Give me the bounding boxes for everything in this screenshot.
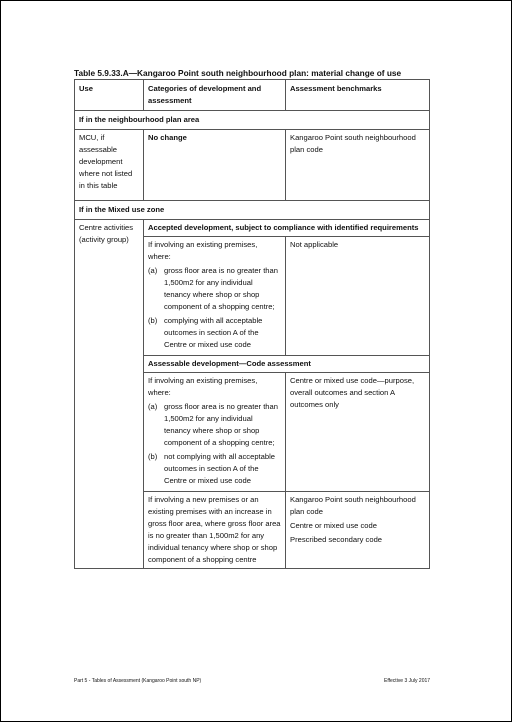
code-intro: If involving an existing premises, where: bbox=[148, 376, 258, 397]
category-cell-no-change: No change bbox=[144, 130, 286, 201]
item-label: (a) bbox=[148, 402, 158, 411]
list-item bbox=[148, 265, 281, 313]
code-benchmark-cell: Centre or mixed use code—purpose, overall outcomes and section A outcomes only bbox=[286, 373, 430, 492]
item-text: gross floor area is no greater than 1,500m2 for any individual tenancy where shop or shop component of a shopping centre; bbox=[164, 266, 278, 311]
new-premises-cell: If involving a new premises or an existing premises with an increase in gross floor area, where gross floor area is no greater than 1,500m2 for any individual tenancy where shop or shop component of a shopping centre bbox=[144, 492, 286, 569]
footer-part-label: Part 5 - Tables of Assessment (Kangaroo Point south NP) bbox=[74, 678, 202, 684]
footer-effective-date: Effective 3 July 2017 bbox=[384, 678, 431, 684]
item-label: (a) bbox=[148, 266, 158, 275]
benchmark-line: Prescribed secondary code bbox=[290, 535, 383, 544]
section-row-mixed-use bbox=[75, 201, 430, 220]
accepted-benchmark-cell: Not applicable bbox=[286, 237, 430, 356]
item-label: (b) bbox=[148, 316, 158, 325]
benchmark-line: Kangaroo Point south neighbourhood plan code bbox=[290, 495, 416, 516]
list-item bbox=[148, 315, 281, 351]
code-conditions-cell bbox=[144, 373, 286, 492]
new-premises-benchmark-cell bbox=[286, 492, 430, 569]
use-cell-centre-activities: Centre activities (activity group) bbox=[75, 220, 144, 569]
list-item bbox=[148, 401, 281, 449]
table-title: Table 5.9.33.A—Kangaroo Point south neighbourhood plan: material change of use bbox=[74, 68, 402, 78]
header-categories: Categories of development and assessment bbox=[144, 80, 286, 111]
accepted-intro: If involving an existing premises, where: bbox=[148, 240, 258, 261]
accepted-conditions-cell bbox=[144, 237, 286, 356]
accepted-development-heading: Accepted development, subject to compliance with identified requirements bbox=[144, 220, 430, 237]
table-row bbox=[75, 130, 430, 201]
table-header-row bbox=[75, 80, 430, 111]
item-text: complying with all acceptable outcomes in section A of the Centre or mixed use code bbox=[164, 316, 263, 349]
header-benchmarks: Assessment benchmarks bbox=[286, 80, 430, 111]
benchmark-line: Centre or mixed use code bbox=[290, 521, 377, 530]
use-cell-mcu: MCU, if assessable development where not listed in this table bbox=[75, 130, 144, 201]
code-assessment-heading: Assessable development—Code assessment bbox=[144, 356, 430, 373]
item-text: gross floor area is no greater than 1,500m2 for any individual tenancy where shop or shop component of a shopping centre; bbox=[164, 402, 278, 447]
list-item bbox=[148, 451, 281, 487]
section-heading-mixed-use: If in the Mixed use zone bbox=[75, 201, 430, 220]
assessment-table bbox=[74, 79, 430, 569]
header-use: Use bbox=[75, 80, 144, 111]
item-label: (b) bbox=[148, 452, 158, 461]
section-heading-neighbourhood: If in the neighbourhood plan area bbox=[75, 111, 430, 130]
table-row bbox=[75, 220, 430, 237]
benchmark-cell-kp-code: Kangaroo Point south neighbourhood plan code bbox=[286, 130, 430, 201]
section-row-neighbourhood bbox=[75, 111, 430, 130]
item-text: not complying with all acceptable outcomes in section A of the Centre or mixed use code bbox=[164, 452, 276, 485]
